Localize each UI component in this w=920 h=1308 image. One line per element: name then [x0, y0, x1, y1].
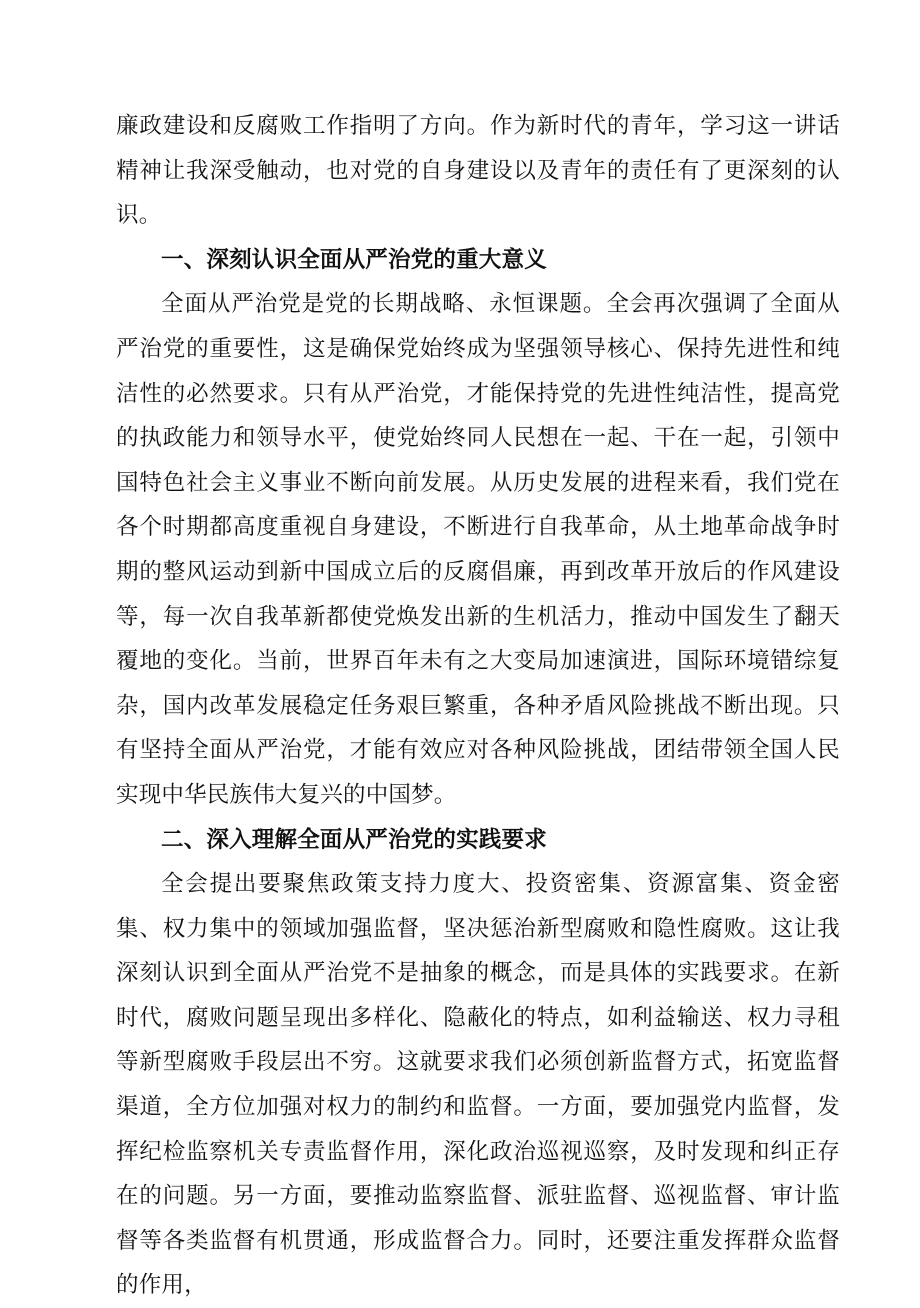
- section-1-heading: 一、深刻认识全面从严治党的重大意义: [161, 246, 547, 273]
- intro-paragraph-tail: 廉政建设和反腐败工作指明了方向。作为新时代的青年，学习这一讲话精神让我深受触动，也对党的自身建设以及青年的责任有了更深刻的认识。: [116, 113, 840, 229]
- section-2-paragraph: 全会提出要聚焦政策支持力度大、投资密集、资源富集、资金密集、权力集中的领域加强监督，坚决惩治新型腐败和隐性腐败。这让我深刻认识到全面从严治党不是抽象的概念，而是具体的实践要求。在新时代，腐败问题呈现出多样化、隐蔽化的特点，如利益输送、权力寻租等新型腐败手段层出不穷。这就要求我们必须创新监督方式，拓宽监督渠道，全方位加强对权力的制约和监督。一方面，要加强党内监督，发挥纪检监察机关专责监督作用，深化政治巡视巡察，及时发现和纠正存在的问题。另一方面，要推动监察监督、派驻监督、巡视监督、审计监督等各类监督有机贯通，形成监督合力。同时，还要注重发挥群众监督的作用，: [116, 871, 840, 1299]
- section-2-heading: 二、深入理解全面从严治党的实践要求: [161, 826, 547, 853]
- document-body: [116, 104, 840, 1308]
- section-1-paragraph: 全面从严治党是党的长期战略、永恒课题。全会再次强调了全面从严治党的重要性，这是确保党始终成为坚强领导核心、保持先进性和纯洁性的必然要求。只有从严治党，才能保持党的先进性纯洁性，提高党的执政能力和领导水平，使党始终同人民想在一起、干在一起，引领中国特色社会主义事业不断向前发展。从历史发展的进程来看，我们党在各个时期都高度重视自身建设，不断进行自我革命，从土地革命战争时期的整风运动到新中国成立后的反腐倡廉，再到改革开放后的作风建设等，每一次自我革新都使党焕发出新的生机活力，推动中国发生了翻天覆地的变化。当前，世界百年未有之大变局加速演进，国际环境错综复杂，国内改革发展稳定任务艰巨繁重，各种矛盾风险挑战不断出现。只有坚持全面从严治党，才能有效应对各种风险挑战，团结带领全国人民实现中华民族伟大复兴的中国梦。: [116, 291, 840, 808]
